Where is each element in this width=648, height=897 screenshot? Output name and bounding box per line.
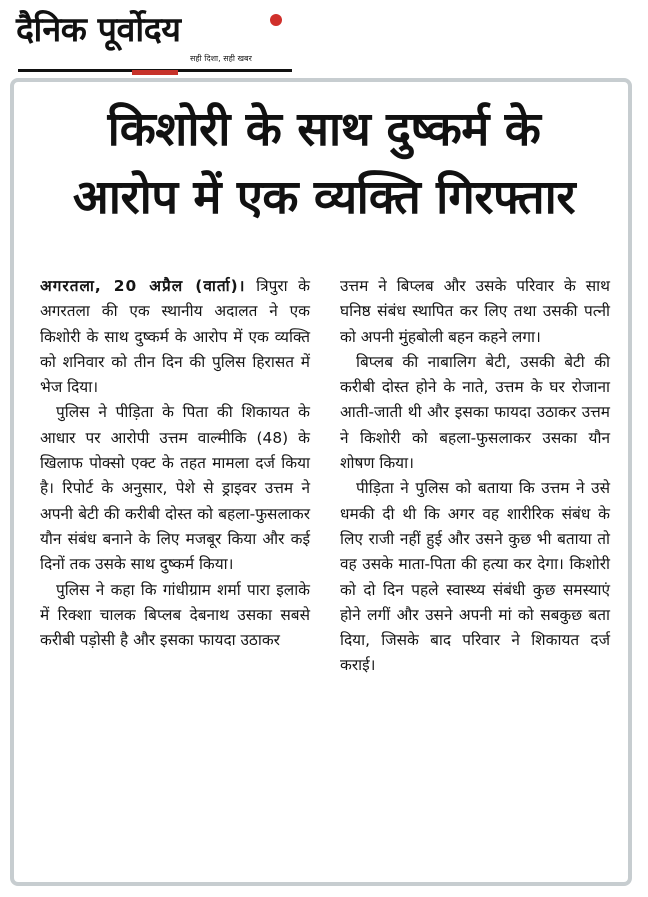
headline xyxy=(22,96,626,232)
article-paragraph xyxy=(40,274,310,400)
article-paragraph: बिप्लब की नाबालिग बेटी, उसकी बेटी की करीबी दोस्त होने के नाते, उत्तम के घर रोजाना आती-जाती थी और इसका फायदा उठाकर उत्तम ने किशोरी को बहला-फुसलाकर उसका यौन शोषण किया। xyxy=(340,352,610,473)
tagline: सही दिशा, सही खबर xyxy=(190,54,252,63)
article-paragraph: पुलिस ने कहा कि गांधीग्राम शर्मा पारा इलाके में रिक्शा चालक बिप्लब देबनाथ उसका सबसे करीबी पड़ोसी है और इसका फायदा उठाकर xyxy=(40,580,310,650)
dateline: अगरतला, 20 अप्रैल (वार्ता)। xyxy=(40,277,246,295)
logo-dot-icon xyxy=(270,14,282,26)
headline-line-2: आरोप में एक व्यक्ति गिरफ्तार xyxy=(72,170,576,225)
article-paragraph: पीड़िता ने पुलिस को बताया कि उत्तम ने उसे धमकी दी थी कि अगर वह शारीरिक संबंध के लिए राजी नहीं हुई और उसने कुछ भी बताया तो वह उसके माता-पिता की हत्या कर देगा। किशोरी को दो दिन पहले स्वास्थ्य संबंधी कुछ समस्याएं होने लगीं और उसने अपनी मां को सबकुछ बता दिया, जिसके बाद परिवार ने शिकायत दर्ज कराई। xyxy=(340,479,610,675)
brand-logo: दैनिक पूर्वोदय xyxy=(16,10,181,50)
paragraph-text: त्रिपुरा के अगरतला की एक स्थानीय अदालत ने एक किशोरी के साथ दुष्कर्म के आरोप में एक व्यक्ति को शनिवार को तीन दिन की पुलिस हिरासत में भेज दिया। xyxy=(40,277,311,397)
article-column-left xyxy=(40,274,310,653)
masthead xyxy=(12,6,302,72)
headline-line-1: किशोरी के साथ दुष्कर्म के xyxy=(107,102,541,157)
article-paragraph: पुलिस ने पीड़िता के पिता की शिकायत के आधार पर आरोपी उत्तम वाल्मीकि (48) के खिलाफ पोक्सो एक्ट के तहत मामला दर्ज किया है। रिपोर्ट के अनुसार, पेशे से ड्राइवर उत्तम ने अपनी बेटी की करीबी दोस्त को बहला-फुसलाकर यौन संबंध बनाने के लिए मजबूर किया और कई दिनों तक उसके साथ दुष्कर्म किया। xyxy=(40,403,310,574)
masthead-accent xyxy=(132,70,178,75)
article-paragraph: उत्तम ने बिप्लब और उसके परिवार के साथ घनिष्ठ संबंध स्थापित कर लिए तथा उसकी पत्नी को अपनी मुंहबोली बहन कहने लगा। xyxy=(340,277,610,346)
article-column-right xyxy=(340,274,610,679)
